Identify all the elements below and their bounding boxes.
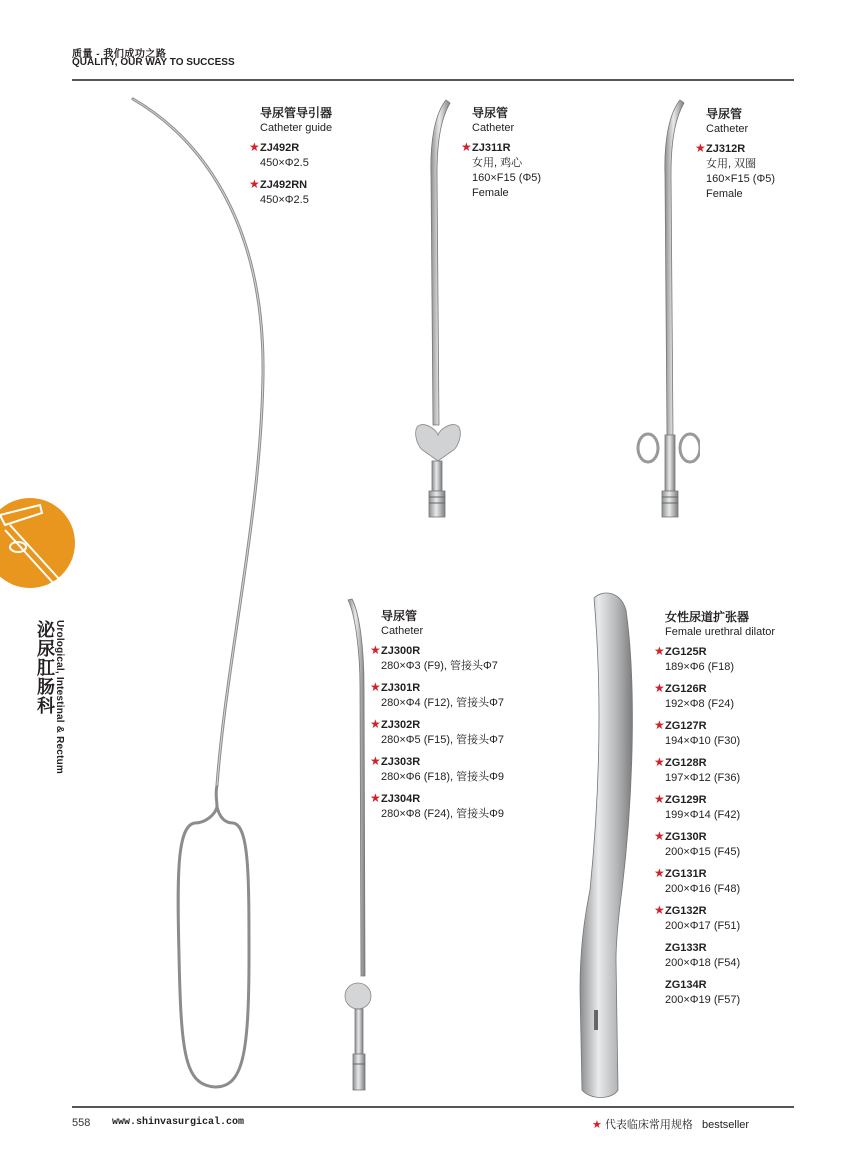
- header-en: QUALITY, OUR WAY TO SUCCESS: [72, 57, 235, 68]
- zj300-title-cn: 导尿管: [381, 609, 418, 623]
- dilator-code: ZG127R: [665, 720, 707, 732]
- side-tab-badge: [0, 485, 80, 605]
- dilator-title-cn: 女性尿道扩张器: [665, 610, 750, 624]
- footer-rule: [72, 1106, 794, 1108]
- zj300-code: ZJ301R: [381, 682, 421, 694]
- star-icon: ★: [654, 681, 665, 695]
- guide-spec: 450×Φ2.5: [260, 157, 309, 169]
- dilator-title-en: Female urethral dilator: [665, 626, 776, 638]
- dilator-spec: 197×Φ12 (F36): [665, 772, 741, 784]
- guide-block: [249, 106, 333, 215]
- side-title-en: Urological, Intestinal & Rectum: [54, 620, 65, 775]
- star-icon: ★: [654, 903, 665, 917]
- zj312-block: [695, 107, 776, 202]
- star-icon: ★: [654, 755, 665, 769]
- zj300-code: ZJ302R: [381, 719, 421, 731]
- zj312-line2: 160×F15 (Φ5): [706, 173, 776, 185]
- star-icon: ★: [695, 141, 706, 155]
- dilator-spec: 189×Φ6 (F18): [665, 661, 735, 673]
- star-icon: ★: [654, 644, 665, 658]
- star-icon: ★: [370, 643, 381, 657]
- zj311-line1: 女用, 鸡心: [472, 157, 523, 169]
- catheter-zj311r-image: [410, 95, 470, 535]
- dilator-code: ZG126R: [665, 683, 707, 695]
- dilator-code: ZG129R: [665, 794, 707, 806]
- dilator-spec: 194×Φ10 (F30): [665, 735, 741, 747]
- legend-text-en: bestseller: [702, 1119, 750, 1131]
- zj312-title-en: Catheter: [706, 123, 749, 135]
- dilator-spec: 200×Φ16 (F48): [665, 883, 741, 895]
- dilator-spec: 200×Φ15 (F45): [665, 846, 741, 858]
- guide-title-cn: 导尿管导引器: [260, 106, 333, 120]
- dilator-spec: 200×Φ17 (F51): [665, 920, 741, 932]
- dilator-block: [654, 610, 776, 1015]
- zj300-spec: 280×Φ8 (F24), 管接头Φ9: [381, 808, 505, 820]
- dilator-code: ZG131R: [665, 868, 707, 880]
- urethral-dilator-image: [572, 590, 642, 1100]
- catheter-guide-image: [125, 95, 265, 1095]
- zj311-line2: 160×F15 (Φ5): [472, 172, 542, 184]
- dilator-code: ZG132R: [665, 905, 707, 917]
- zj300-code: ZJ304R: [381, 793, 421, 805]
- header-rule: [72, 79, 794, 81]
- dilator-code: ZG128R: [665, 757, 707, 769]
- dilator-spec: 200×Φ18 (F54): [665, 957, 741, 969]
- guide-title-en: Catheter guide: [260, 122, 333, 134]
- header-cn: 质量 - 我们成功之路: [72, 49, 167, 60]
- zj312-line1: 女用, 双圈: [706, 158, 757, 170]
- dilator-spec: 199×Φ14 (F42): [665, 809, 741, 821]
- catheter-zj300r-image: [336, 596, 386, 1096]
- zj300-spec: 280×Φ5 (F15), 管接头Φ7: [381, 734, 505, 746]
- zj312-line3: Female: [706, 188, 743, 200]
- guide-spec: 450×Φ2.5: [260, 194, 309, 206]
- star-icon: ★: [370, 791, 381, 805]
- zj300-spec: 280×Φ6 (F18), 管接头Φ9: [381, 771, 505, 783]
- star-icon: ★: [370, 717, 381, 731]
- zj311-code: ZJ311R: [472, 142, 511, 154]
- footer-legend: [592, 1116, 749, 1132]
- star-icon: ★: [654, 718, 665, 732]
- dilator-spec: 192×Φ8 (F24): [665, 698, 735, 710]
- guide-code: ZJ492RN: [260, 179, 308, 191]
- zj312-title-cn: 导尿管: [706, 107, 743, 121]
- legend-text: 代表临床常用规格: [604, 1119, 693, 1131]
- dilator-spec: 200×Φ19 (F57): [665, 994, 741, 1006]
- dilator-code: ZG133R: [665, 942, 707, 954]
- star-icon: ★: [654, 866, 665, 880]
- catheter-zj312r-image: [630, 95, 700, 535]
- zj300-block: [370, 609, 505, 829]
- star-icon: ★: [249, 140, 260, 154]
- guide-code: ZJ492R: [260, 142, 300, 154]
- zj311-line3: Female: [472, 187, 509, 199]
- zj311-title-en: Catheter: [472, 122, 515, 134]
- zj311-title-cn: 导尿管: [472, 106, 509, 120]
- dilator-code: ZG134R: [665, 979, 707, 991]
- zj300-title-en: Catheter: [381, 625, 424, 637]
- side-title-cn: 泌尿肛肠科: [35, 620, 55, 715]
- star-icon: ★: [461, 140, 472, 154]
- zj312-code: ZJ312R: [706, 143, 746, 155]
- star-icon: ★: [370, 680, 381, 694]
- page-number: 558: [72, 1117, 91, 1129]
- zj300-code: ZJ303R: [381, 756, 421, 768]
- zj300-code: ZJ300R: [381, 645, 421, 657]
- star-icon: ★: [370, 754, 381, 768]
- dilator-code: ZG130R: [665, 831, 707, 843]
- star-icon: ★: [654, 792, 665, 806]
- star-icon: ★: [654, 829, 665, 843]
- footer-url[interactable]: www.shinvasurgical.com: [112, 1117, 245, 1128]
- zj300-spec: 280×Φ3 (F9), 管接头Φ7: [381, 660, 498, 672]
- zj300-spec: 280×Φ4 (F12), 管接头Φ7: [381, 697, 505, 709]
- dilator-code: ZG125R: [665, 646, 707, 658]
- star-icon: ★: [592, 1119, 602, 1131]
- star-icon: ★: [249, 177, 260, 191]
- zj311-block: [461, 106, 542, 201]
